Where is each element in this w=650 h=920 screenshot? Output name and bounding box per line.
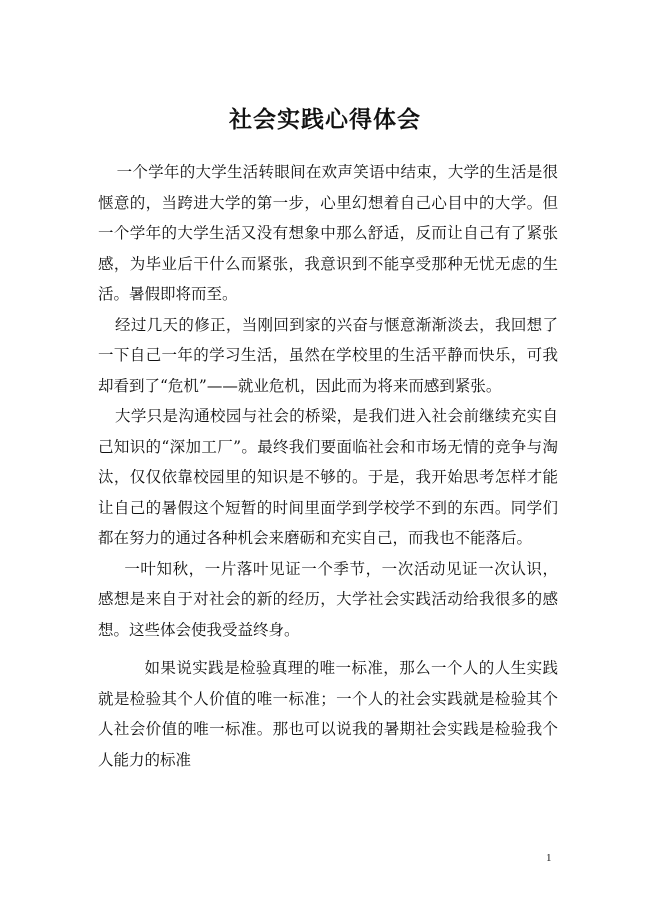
paragraph-1: 一个学年的大学生活转眼间在欢声笑语中结束，大学的生活是很惬意的，当跨进大学的第一步，心里幻想着自己心目中的大学。但一个学年的大学生活又没有想象中那么舒适，反而让自己有了紧张感，为毕业后干什么而紧张，我意识到不能享受那种无忧无虑的生活。暑假即将而至。 — [98, 163, 558, 303]
paragraph-2: 经过几天的修正，当刚回到家的兴奋与惬意渐渐淡去，我回想了一下自己一年的学习生活，虽然在学校里的生活平静而快乐，可我却看到了“危机”——就业危机，因此而为将来而感到紧张。 — [98, 315, 558, 395]
paragraph-4: 一叶知秋，一片落叶见证一个季节，一次活动见证一次认识，感想是来自于对社会的新的经历，大学社会实践活动给我很多的感想。这些体会使我受益终身。 — [98, 559, 558, 639]
page-title: 社会实践心得体会 — [229, 106, 421, 133]
paragraph-5: 如果说实践是检验真理的唯一标准，那么一个人的人生实践就是检验其个人价值的唯一标准；一个人的社会实践就是检验其个人社会价值的唯一标准。那也可以说我的暑期社会实践是检验我个人能力的标准 — [98, 659, 558, 769]
page-number: 1 — [546, 852, 552, 864]
paragraph-3: 大学只是沟通校园与社会的桥梁，是我们进入社会前继续充实自己知识的“深加工厂”。最终我们要面临社会和市场无情的竞争与淘汰，仅仅依靠校园里的知识是不够的。于是，我开始思考怎样才能让自己的暑假这个短暂的时间里面学到学校学不到的东西。同学们都在努力的通过各种机会来磨砺和充实自己，而我也不能落后。 — [98, 407, 558, 547]
document-body — [98, 157, 558, 775]
